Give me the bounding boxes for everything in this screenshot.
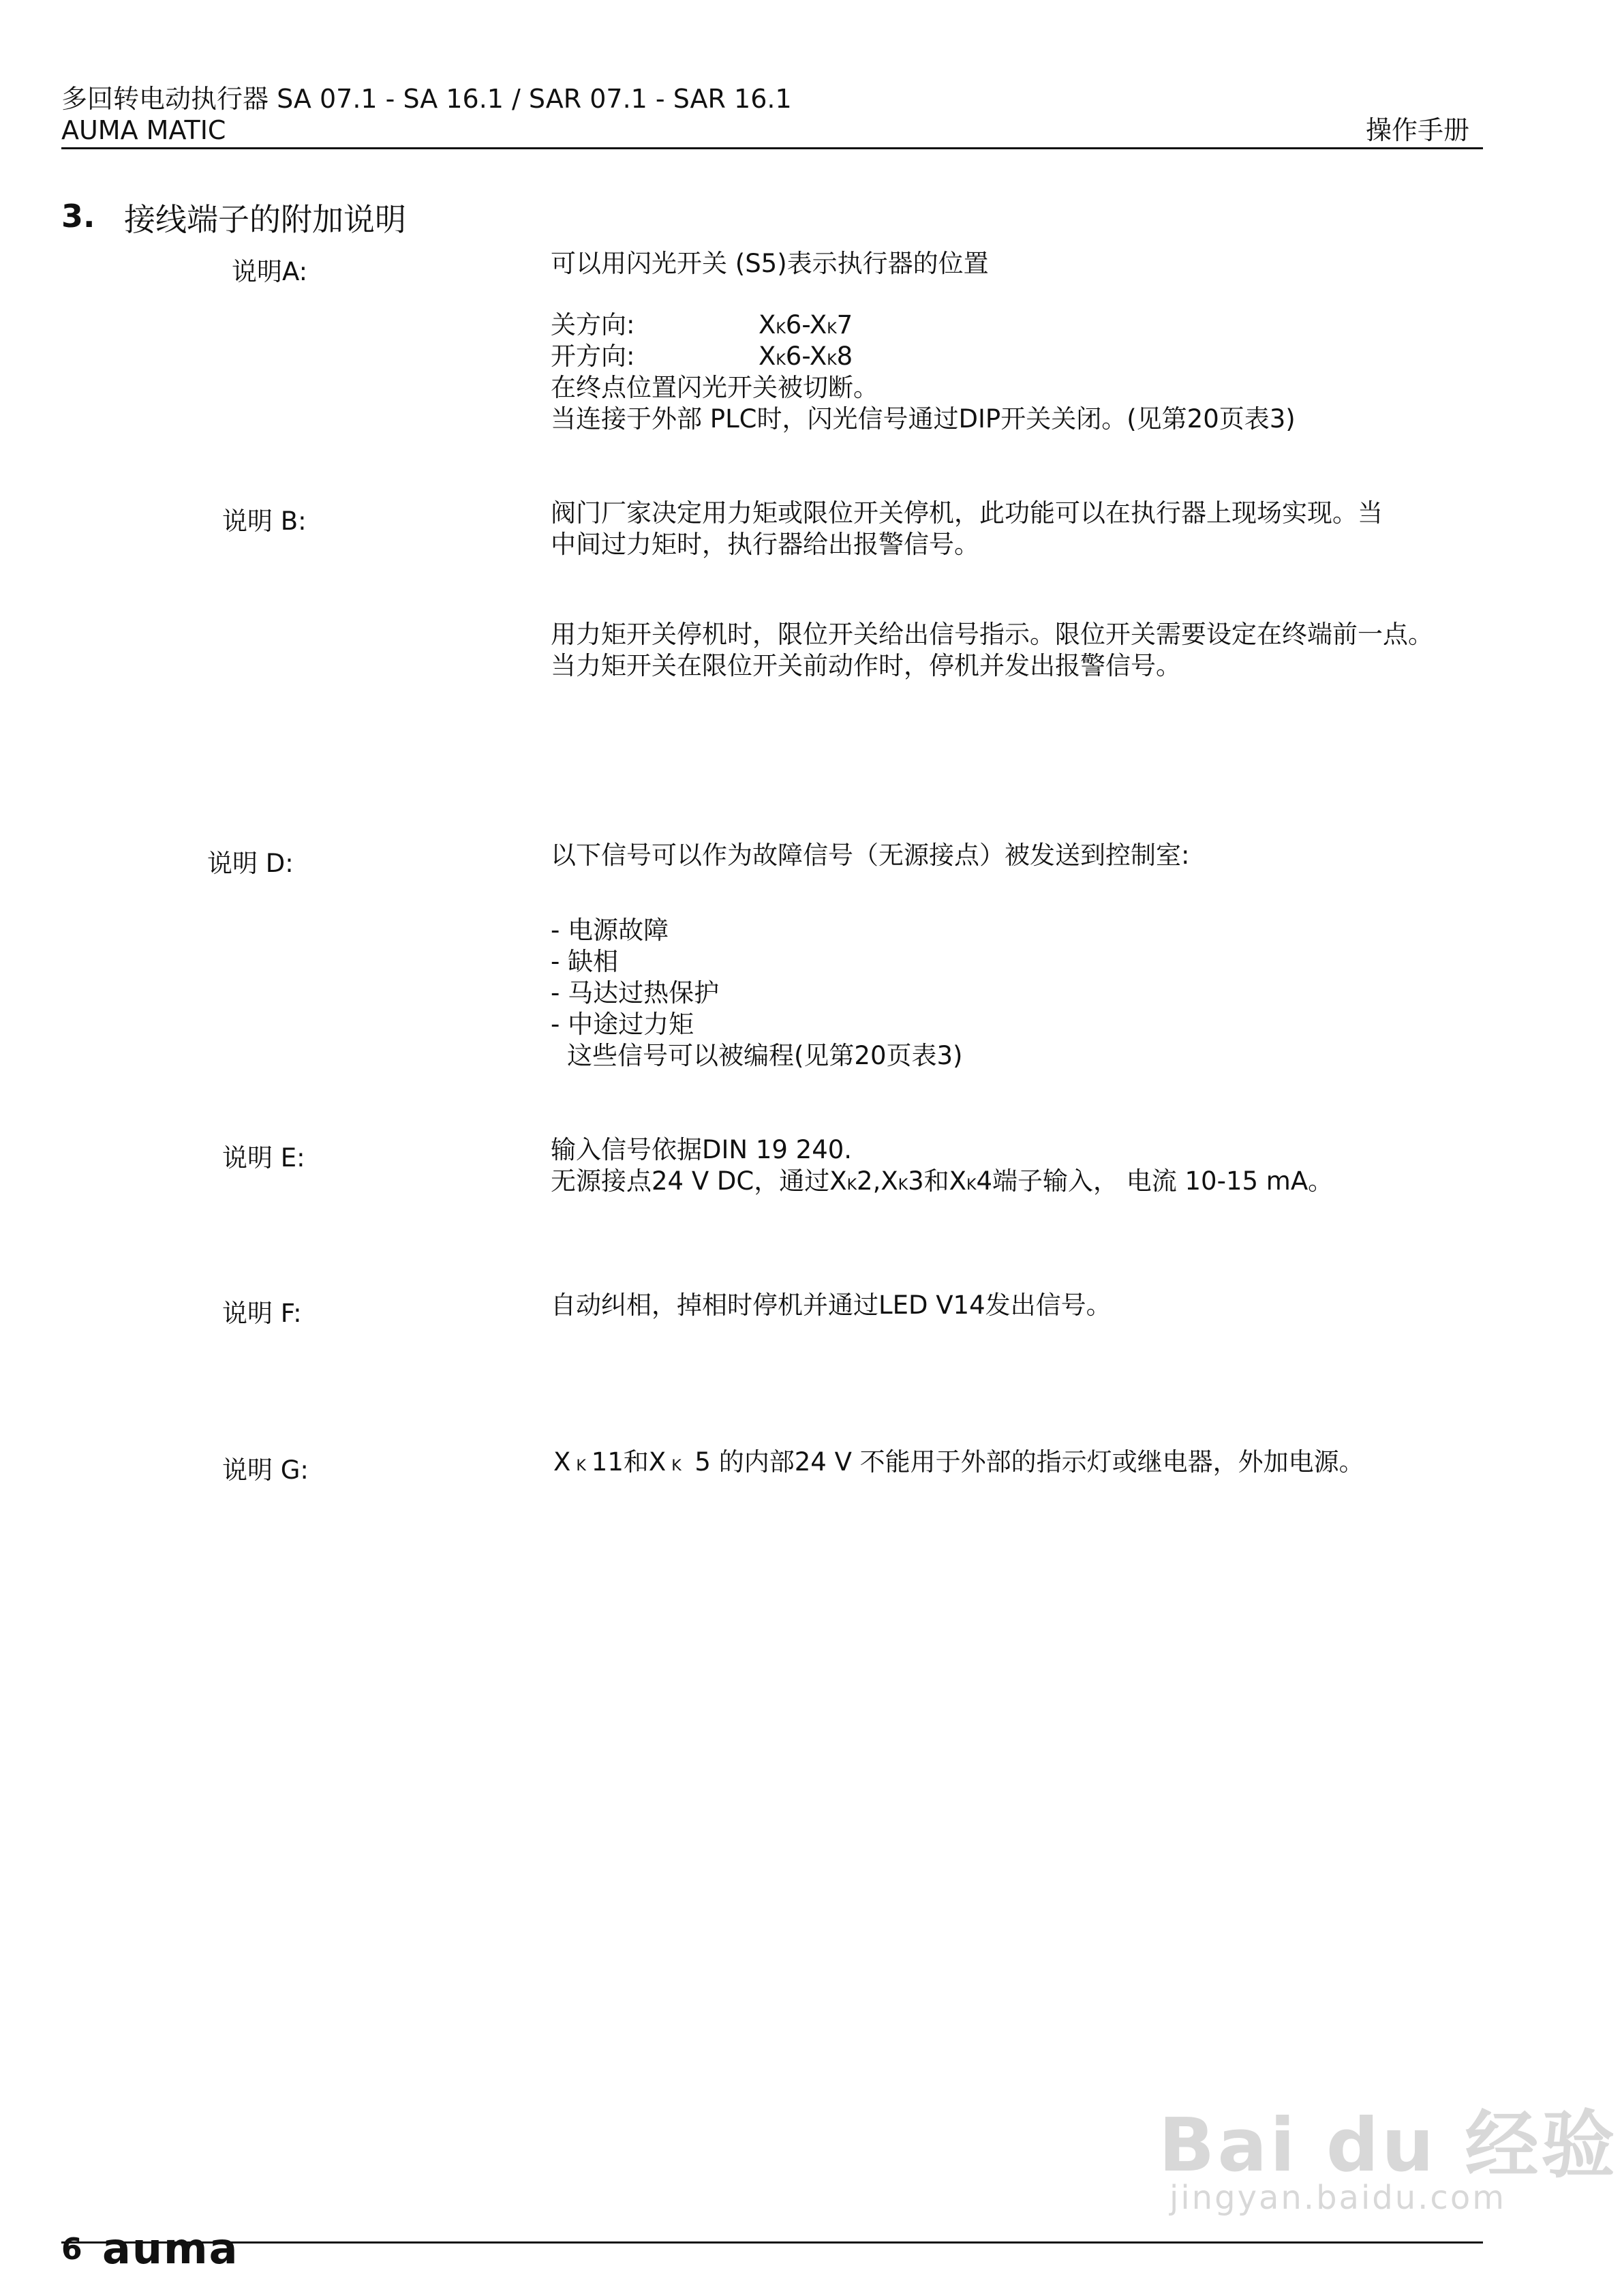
note-b-p1-line2: 中间过力矩时，执行器给出报警信号。 — [551, 530, 979, 559]
note-e-line2: 无源接点24 V DC，通过XK2,XK3和XK4端子输入， 电流 10-15 mA。 — [551, 1166, 1334, 1196]
note-b-p2-line2: 当力矩开关在限位开关前动作时，停机并发出报警信号。 — [551, 651, 1181, 680]
fault-item-power: - 电源故障 — [551, 916, 669, 945]
note-a-body — [551, 248, 1296, 435]
note-e-body — [551, 1134, 1333, 1201]
note-e-line1: 输入信号依据DIN 19 240. — [551, 1135, 853, 1164]
note-a-open-row — [551, 341, 1296, 372]
open-direction-terminals: XK6-XK8 — [759, 342, 853, 371]
watermark-url: jingyan.baidu.com — [1169, 2179, 1506, 2217]
note-d-body — [551, 840, 1189, 1072]
note-g-line1: X K 11和X K 5 的内部24 V 不能用于外部的指示灯或继电器，外加电源。 — [553, 1447, 1364, 1477]
section-number: 3. — [61, 198, 95, 235]
note-f-line1: 自动纠相，掉相时停机并通过LED V14发出信号。 — [551, 1290, 1112, 1320]
note-b-p2-line1: 用力矩开关停机时，限位开关给出信号指示。限位开关需要设定在终端前一点。 — [551, 620, 1433, 649]
open-direction-label: 开方向: — [551, 342, 635, 371]
note-a-label: 说明A: — [232, 257, 308, 286]
note-a-close-row — [551, 309, 1296, 341]
footer-divider — [61, 2241, 1483, 2244]
close-direction-label: 关方向: — [551, 310, 635, 339]
header-manual-label: 操作手册 — [1366, 115, 1470, 145]
fault-item-mid-overtorque: - 中途过力矩 — [551, 1010, 694, 1039]
note-b-p1-line1: 阀门厂家决定用力矩或限位开关停机，此功能可以在执行器上现场实现。当 — [551, 498, 1383, 528]
note-d-intro: 以下信号可以作为故障信号（无源接点）被发送到控制室: — [551, 841, 1190, 870]
note-a-line4: 当连接于外部 PLC时，闪光信号通过DIP开关关闭。(见第20页表3) — [551, 404, 1296, 434]
note-b-body — [551, 498, 1433, 682]
note-b-label: 说明 B: — [222, 507, 307, 536]
header-product-line: 多回转电动执行器 SA 07.1 - SA 16.1 / SAR 07.1 - SAR 16.1 — [61, 84, 792, 114]
fault-item-motor-overheat: - 马达过热保护 — [551, 978, 720, 1008]
header-divider — [61, 147, 1483, 149]
auma-logo: auma — [102, 2224, 239, 2274]
section-title: 接线端子的附加说明 — [124, 201, 406, 238]
note-f-label: 说明 F: — [222, 1299, 302, 1328]
note-d-tail: 这些信号可以被编程(见第20页表3) — [567, 1041, 963, 1070]
note-e-label: 说明 E: — [222, 1143, 305, 1173]
fault-item-phase-loss: - 缺相 — [551, 947, 619, 976]
note-d-label: 说明 D: — [207, 849, 294, 878]
page-number: 6 — [61, 2232, 82, 2267]
close-direction-terminals: XK6-XK7 — [759, 310, 853, 339]
watermark-brand: Bai du 经验 — [1159, 2103, 1618, 2188]
header-product-name: AUMA MATIC — [61, 115, 226, 145]
note-a-line3: 在终点位置闪光开关被切断。 — [551, 373, 878, 402]
note-g-label: 说明 G: — [222, 1455, 309, 1485]
note-a-intro: 可以用闪光开关 (S5)表示执行器的位置 — [551, 249, 989, 278]
